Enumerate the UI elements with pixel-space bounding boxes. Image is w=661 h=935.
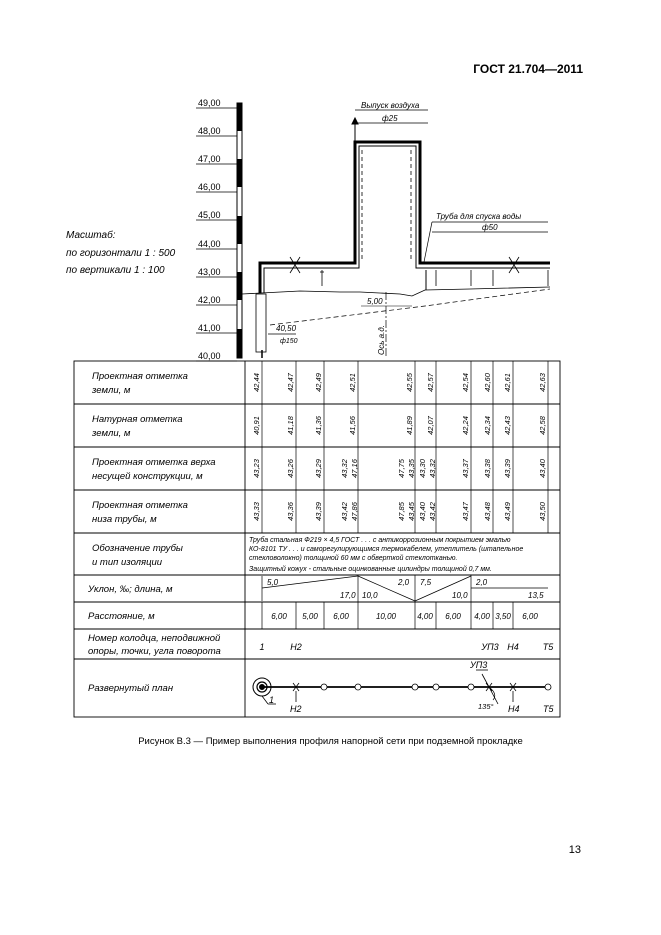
elev-tick: 44,00 [198,239,221,249]
scale-vertical: по вертикали 1 : 100 [66,265,165,276]
row-label: Обозначение трубы [92,543,183,554]
pipeline [242,110,550,358]
table-value: 42,58 [538,416,547,435]
scale-title: Масштаб: [66,230,116,241]
distance-value: 6,00 [333,612,349,621]
distance-value: 4,00 [474,612,490,621]
slope-value: 7,5 [420,578,432,587]
developed-plan [253,670,551,704]
distance-value: 6,00 [445,612,461,621]
table-value: 42,54 [461,373,470,392]
row-label: земли, м [92,428,131,439]
table-value: 43,23 [252,459,261,478]
description-line: стекловолокно) толщиной 60 мм с обверткой стеклотканью. [249,555,458,562]
drain-pipe-label: Труба для спуска воды [436,212,522,221]
row-label: Проектная отметка [92,371,188,382]
pipe-description [249,536,523,573]
distance-value: 6,00 [271,612,287,621]
distance-value: 3,50 [495,612,511,621]
table-value: 43,38 [483,459,492,478]
table-value: 43,37 [461,459,470,478]
mark-label: Т5 [542,642,554,652]
table-value: 42,49 [314,373,323,392]
elevation-ruler [196,98,242,361]
distances [271,612,538,621]
mark-label: УП3 [481,642,499,652]
table-value: 43,39 [314,502,323,521]
plan-label: Н2 [290,704,302,714]
distance-value: 5,00 [302,612,318,621]
elev-tick: 48,00 [198,126,221,136]
row-label: Уклон, ‰; длина, м [88,584,173,595]
slope-value: 2,0 [476,578,488,587]
description-line: КО-8101 ТУ . . . и саморегулирующимся термокабелем, утеплитель (штапельное [249,546,524,553]
mark-label: Н2 [290,642,302,652]
row-label: несущей конструкции, м [92,471,203,482]
mark-label: 1 [259,642,265,652]
elev-tick: 41,00 [198,323,221,333]
table-value: 42,51 [348,373,357,392]
table-value: 43,50 [538,502,547,521]
table-value: 47,75 [397,459,406,478]
row-label: Проектная отметка [92,500,188,511]
table-value: 43,33 [252,502,261,521]
document-code: ГОСТ 21.704—2011 [473,62,583,76]
slope-value: 13,5 [528,591,544,600]
elev-tick: 42,00 [198,295,221,305]
row-label: Проектная отметка верха [92,457,216,468]
table-value: 42,63 [538,373,547,392]
table-value: 41,56 [348,416,357,435]
table-value: 42,34 [483,416,492,435]
table-value: 40,91 [252,416,261,435]
depth-label: 5,00 [367,297,383,306]
row-label: Натурная отметка [92,414,183,425]
elev-tick: 40,00 [198,351,221,361]
table-value: 43,45 [407,502,416,521]
elev-tick: 45,00 [198,210,221,220]
table-value: 42,60 [483,373,492,392]
drain-pipe-diameter: ф50 [482,223,498,232]
table-value: 41,89 [405,416,414,435]
plan-label: 1 [269,695,275,705]
row-label: опоры, точки, угла поворота [88,646,221,657]
elev-tick: 43,00 [198,267,221,277]
well-elevation: 40,50 [276,324,297,333]
row-label: низа трубы, м [92,514,157,525]
table-value: 43,32 [340,459,349,478]
slope-value: 10,0 [362,591,378,600]
table-value: 43,36 [286,502,295,521]
table-value: 47,86 [350,502,359,521]
table-value: 47,16 [350,459,359,478]
scale-note [66,229,176,276]
table-value: 43,35 [407,459,416,478]
elev-tick: 49,00 [198,98,221,108]
description-line: Труба стальная Ф219 × 4,5 ГОСТ . . . с антикоррозионным покрытием эмалью [249,537,511,544]
table-value: 43,26 [286,459,295,478]
table-value: 43,32 [428,459,437,478]
plan-label: Н4 [508,704,520,714]
row-label: и тип изоляции [92,557,163,568]
slope-value: 2,0 [398,578,410,587]
well-diameter: ф150 [280,338,298,345]
table-value: 47,85 [397,502,406,521]
page-number: 13 [568,844,581,856]
row-label: Развернутый план [88,683,174,694]
row-label: земли, м [92,385,131,396]
marks [259,642,554,652]
table-value: 43,48 [483,502,492,521]
description-line: Защитный кожух - стальные оцинкованные цилиндры толщиной 0,7 мм. [249,566,492,573]
air-outlet-diameter: ф25 [382,114,398,123]
table-row-labels [87,371,221,694]
table-value: 43,30 [418,459,427,478]
slope-value: 17,0 [340,591,356,600]
scale-horizontal: по горизонтали 1 : 500 [66,248,176,259]
slope-value: 10,0 [452,591,468,600]
elev-tick: 46,00 [198,182,221,192]
table-value: 42,43 [503,416,512,435]
row-label: Расстояние, м [88,611,155,622]
table-value: 43,42 [428,502,437,521]
plan-label: Т5 [543,704,554,714]
table-value: 43,40 [538,459,547,478]
plan-label: УП3 [470,660,488,670]
table-value: 42,44 [252,373,261,392]
distance-value: 10,00 [375,612,397,621]
table-value: 42,57 [426,373,435,392]
elev-tick: 47,00 [198,154,221,164]
table-value: 43,47 [461,502,470,521]
mark-label: Н4 [507,642,519,652]
axis-label: Ось а.д. [377,325,386,355]
table-value: 43,49 [503,502,512,521]
table-value: 42,55 [405,373,414,392]
plan-label: 135° [478,702,494,711]
row-label: Номер колодца, неподвижной [88,633,221,644]
table-value: 42,47 [286,373,295,392]
air-outlet-label: Выпуск воздуха [361,101,420,110]
table-value: 43,40 [418,502,427,521]
figure-caption: Рисунок В.3 — Пример выполнения профиля напорной сети при подземной прокладке [138,736,523,747]
table-value: 43,42 [340,502,349,521]
table-value: 41,36 [314,416,323,435]
table-value: 42,07 [426,416,435,435]
table-value: 42,24 [461,416,470,435]
table-value: 41,18 [286,416,295,435]
table-value: 43,29 [314,459,323,478]
slope-value: 5,0 [267,578,279,587]
table-value: 42,61 [503,373,512,392]
table-value: 43,39 [503,459,512,478]
distance-value: 6,00 [522,612,538,621]
distance-value: 4,00 [417,612,433,621]
